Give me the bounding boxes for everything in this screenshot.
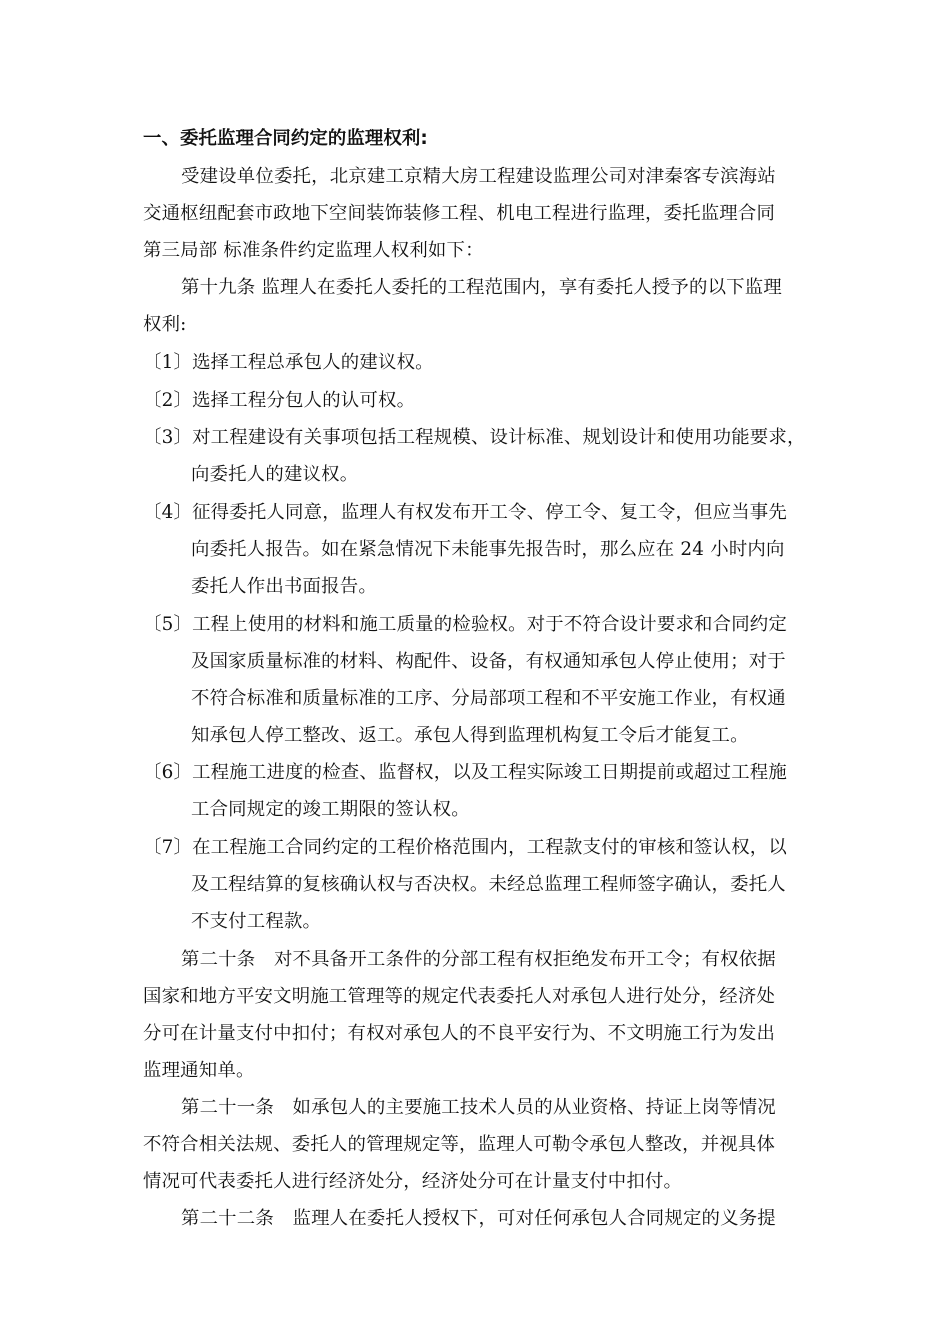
paragraph-line: 交通枢纽配套市政地下空间装饰装修工程、机电工程进行监理，委托监理合同 [143,203,776,224]
list-item-4: 〔4〕征得委托人同意，监理人有权发布开工令、停工令、复工令，但应当事先 [143,502,787,523]
paragraph-line: 第三局部 标准条件约定监理人权利如下： [143,240,484,261]
paragraph-line: 受建设单位委托，北京建工京精大房工程建设监理公司对津秦客专滨海站 [181,166,776,187]
list-item-6: 〔6〕工程施工进度的检查、监督权，以及工程实际竣工日期提前或超过工程施 [143,762,787,783]
article-20-line: 第二十条 对不具备开工条件的分部工程有权拒绝发布开工令；有权依据 [181,949,776,970]
article-19-line: 第十九条 监理人在委托人委托的工程范围内，享有委托人授予的以下监理 [181,277,782,298]
list-item-5-cont: 知承包人停工整改、返工。承包人得到监理机构复工令后才能复工。 [191,725,749,746]
article-21-line: 不符合相关法规、委托人的管理规定等，监理人可勒令承包人整改，并视具体 [143,1134,776,1155]
article-19-line: 权利: [143,314,187,335]
article-21-line: 第二十一条 如承包人的主要施工技术人员的从业资格、持证上岗等情况 [181,1097,776,1118]
list-item-6-cont: 工合同规定的竣工期限的签认权。 [191,799,470,820]
list-item-4-cont: 向委托人报告。如在紧急情况下未能事先报告时，那么应在 24 小时内向 [191,539,785,560]
list-item-7-cont: 及工程结算的复核确认权与否决权。未经总监理工程师签字确认，委托人 [191,874,786,895]
list-item-7: 〔7〕在工程施工合同约定的工程价格范围内，工程款支付的审核和签认权，以 [143,837,787,858]
article-20-line: 分可在计量支付中扣付；有权对承包人的不良平安行为、不文明施工行为发出 [143,1023,776,1044]
list-item-5-cont: 及国家质量标准的材料、构配件、设备，有权通知承包人停止使用；对于 [191,651,786,672]
list-item-5: 〔5〕工程上使用的材料和施工质量的检验权。对于不符合设计要求和合同约定 [143,614,787,635]
list-item-3-cont: 向委托人的建议权。 [191,464,359,485]
list-item-5-cont: 不符合标准和质量标准的工序、分局部项工程和不平安施工作业，有权通 [191,688,786,709]
article-22-line: 第二十二条 监理人在委托人授权下，可对任何承包人合同规定的义务提 [181,1208,776,1229]
list-item-4-cont: 委托人作出书面报告。 [191,576,377,597]
list-item-7-cont: 不支付工程款。 [191,911,322,932]
list-item-2: 〔2〕选择工程分包人的认可权。 [143,390,416,411]
article-20-line: 国家和地方平安文明施工管理等的规定代表委托人对承包人进行处分，经济处 [143,986,776,1007]
article-21-line: 情况可代表委托人进行经济处分，经济处分可在计量支付中扣付。 [143,1171,683,1192]
list-item-3: 〔3〕对工程建设有关事项包括工程规模、设计标准、规划设计和使用功能要求， [143,427,806,448]
article-20-line: 监理通知单。 [143,1060,255,1081]
list-item-1: 〔1〕选择工程总承包人的建议权。 [143,352,434,373]
section-heading: 一、委托监理合同约定的监理权利: [143,128,428,149]
